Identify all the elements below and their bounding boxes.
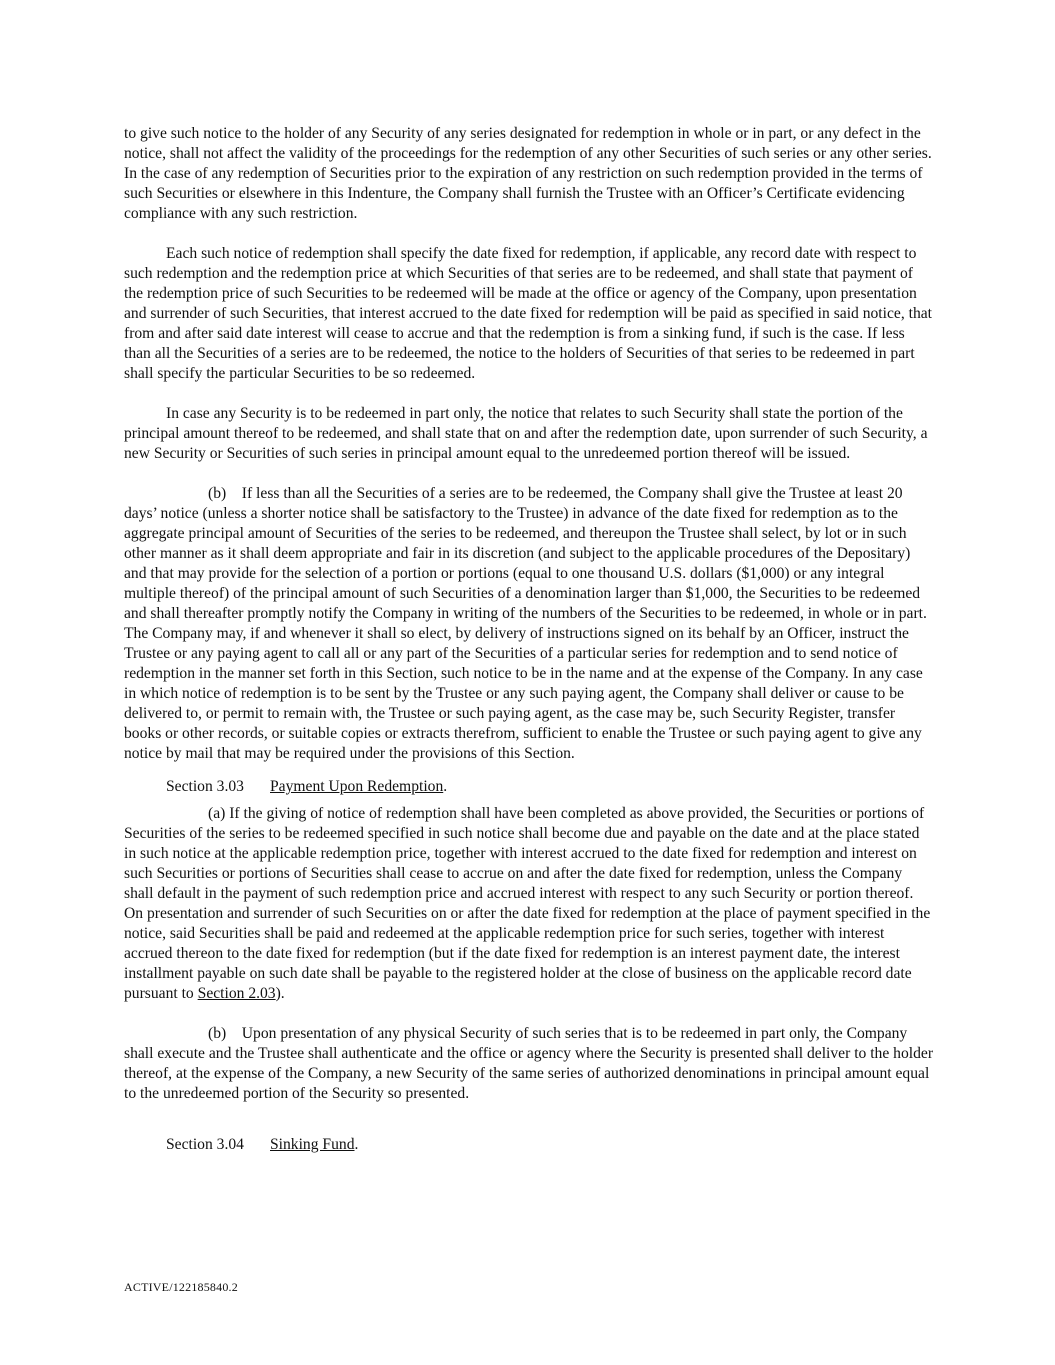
- section-heading-3-04: [124, 1135, 934, 1155]
- section-title: Sinking Fund: [270, 1136, 355, 1153]
- section-title: Payment Upon Redemption: [270, 778, 444, 795]
- section-number: Section 3.04: [166, 1136, 244, 1153]
- section-number: Section 3.03: [166, 778, 244, 795]
- paragraph-partial-redemption: In case any Security is to be redeemed in part only, the notice that relates to such Security shall state the portion of the principal amount thereof to be redeemed, and shall state that on and after the redemption date, upon surrender of such Security, a new Security or Securities of such series in principal amount equal to the unredeemed portion thereof will be issued.: [124, 405, 928, 462]
- paragraph-payment-b: (b) Upon presentation of any physical Security of such series that is to be redeemed in part only, the Company shall execute and the Trustee shall authenticate and the office or agency where the Security is presented shall deliver to the holder thereof, at the expense of the Company, a new Security of the same series of authorized denominations in principal amount equal to the unredeemed portion of the Security so presented.: [124, 1025, 937, 1102]
- section-period: .: [443, 778, 448, 795]
- document-page: [124, 124, 937, 1155]
- section-period: .: [354, 1136, 359, 1153]
- document-id-footer: ACTIVE/122185840.2: [124, 1280, 238, 1294]
- paragraph-notice-contents: Each such notice of redemption shall specify the date fixed for redemption, if applicable, any record date with respect to such redemption and the redemption price at which Securities of that series are to be redeemed, and shall state that payment of the redemption price of such Securities to be redeemed will be made at the office or agency of the Company, upon presentation and surrender of such Securities, that interest accrued to the date fixed for redemption will be paid as specified in said notice, that from and after said date interest will cease to accrue and that the redemption is from a sinking fund, if such is the case. If less than all the Securities of a series are to be redeemed, the notice to the holders of Securities of that series to be redeemed in part shall specify the particular Securities to be so redeemed.: [124, 245, 932, 382]
- paragraph-payment-a-text: (a) If the giving of notice of redemption shall have been completed as above provided, the Securities or portions of Securities of the series to be redeemed specified in such notice shall become due and payable on the date and at the place stated in such notice at the applicable redemption price, together with interest accrued to the date fixed for redemption and interest on such Securities or portions of Securities shall cease to accrue on and after the date fixed for redemption, unless the Company shall default in the payment of such redemption price and accrued interest with respect to any such Security or portion thereof. On presentation and surrender of such Securities on or after the date fixed for redemption at the place of payment specified in the notice, said Securities shall be paid and redeemed at the applicable redemption price for such series, together with interest accrued thereon to the date fixed for redemption (but if the date fixed for redemption is an interest payment date, the interest installment payable on such date shall be payable to the registered holder at the close of business on the applicable record date pursuant to: [124, 805, 931, 1002]
- paragraph-selection-b: (b) If less than all the Securities of a series are to be redeemed, the Company shall give the Trustee at least 20 days’ notice (unless a shorter notice shall be satisfactory to the Trustee) in advance of the date fixed for redemption as to the aggregate principal amount of Securities of the series to be redeemed, and thereupon the Trustee shall select, by lot or in such other manner as it shall deem appropriate and fair in its discretion (and subject to the applicable procedures of the Depositary) and that may provide for the selection of a portion or portions (equal to one thousand U.S. dollars ($1,000) or any integral multiple thereof) of the principal amount of such Securities of a denomination larger than $1,000, the Securities to be redeemed and shall thereafter promptly notify the Company in writing of the numbers of the Securities to be redeemed, in whole or in part. The Company may, if and whenever it shall so elect, by delivery of instructions signed on its behalf by an Officer, instruct the Trustee or any paying agent to call all or any part of the Securities of a particular series for redemption and to send notice of redemption in the manner set forth in this Section, such notice to be in the name and at the expense of the Company. In any case in which notice of redemption is to be sent by the Trustee or any such paying agent, the Company shall deliver or cause to be delivered to, or permit to remain with, the Trustee or such paying agent, as the case may be, such Security Register, transfer books or other records, or suitable copies or extracts therefrom, sufficient to enable the Trustee or such paying agent to give any notice by mail that may be required under the provisions of this Section.: [124, 485, 931, 762]
- section-heading-3-03: [124, 777, 934, 797]
- section-2-03-link[interactable]: Section 2.03: [197, 985, 276, 1002]
- paragraph-payment-a: [124, 804, 934, 1004]
- paragraph-payment-a-end: ).: [275, 985, 285, 1002]
- paragraph-notice-defect: to give such notice to the holder of any Security of any series designated for redemption in whole or in part, or any defect in the notice, shall not affect the validity of the proceedings for the redemption of any other Securities of such series or any other series. In the case of any redemption of Securities prior to the expiration of any restriction on such redemption provided in the terms of such Securities or elsewhere in this Indenture, the Company shall furnish the Trustee with an Officer’s Certificate evidencing compliance with any such restriction.: [124, 125, 932, 222]
